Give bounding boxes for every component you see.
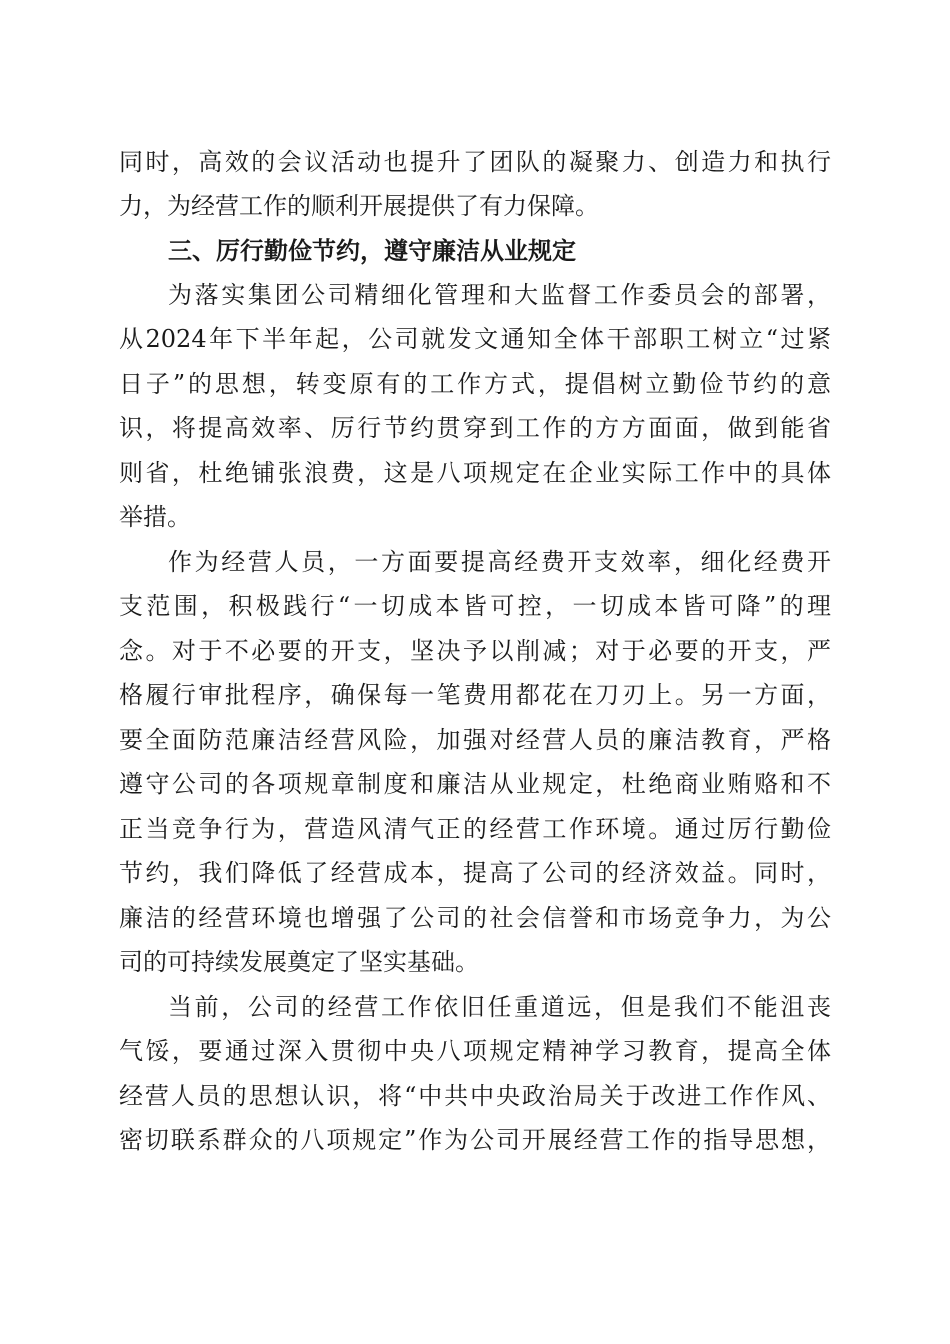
paragraph-line: 经营人员的思想认识，将“中共中央政治局关于改进工作作风、 [119,1082,831,1110]
paragraph-line: 则省，杜绝铺张浪费，这是八项规定在企业实际工作中的具体 [119,459,831,487]
paragraph-line: 同时，高效的会议活动也提升了团队的凝聚力、创造力和执行 [119,148,831,176]
paragraph-line: 密切联系群众的八项规定”作为公司开展经营工作的指导思想， [119,1126,831,1154]
section-heading: 三、厉行勤俭节约，遵守廉洁从业规定 [168,237,576,265]
paragraph-line: 节约，我们降低了经营成本，提高了公司的经济效益。同时， [119,859,831,887]
paragraph-line: 正当竞争行为，营造风清气正的经营工作环境。通过厉行勤俭 [119,815,831,843]
paragraph-line: 从2024年下半年起，公司就发文通知全体干部职工树立“过紧 [119,325,831,353]
paragraph-line: 为落实集团公司精细化管理和大监督工作委员会的部署， [168,281,831,309]
paragraph-line: 格履行审批程序，确保每一笔费用都花在刀刃上。另一方面， [119,681,831,709]
paragraph-line: 念。对于不必要的开支，坚决予以削减；对于必要的开支，严 [119,637,831,665]
paragraph-line: 气馁，要通过深入贯彻中央八项规定精神学习教育，提高全体 [119,1037,831,1065]
paragraph-line: 举措。 [119,503,191,531]
paragraph-line: 要全面防范廉洁经营风险，加强对经营人员的廉洁教育，严格 [119,726,831,754]
paragraph-line: 力，为经营工作的顺利开展提供了有力保障。 [119,192,599,220]
paragraph-line: 作为经营人员，一方面要提高经费开支效率，细化经费开 [168,548,831,576]
paragraph-line: 司的可持续发展奠定了坚实基础。 [119,948,479,976]
paragraph-line: 廉洁的经营环境也增强了公司的社会信誉和市场竞争力，为公 [119,904,831,932]
paragraph-line: 遵守公司的各项规章制度和廉洁从业规定，杜绝商业贿赂和不 [119,770,831,798]
paragraph-line: 支范围，积极践行“一切成本皆可控，一切成本皆可降”的理 [119,592,831,620]
paragraph-line: 日子”的思想，转变原有的工作方式，提倡树立勤俭节约的意 [119,370,831,398]
paragraph-line: 识，将提高效率、厉行节约贯穿到工作的方方面面，做到能省 [119,414,831,442]
paragraph-line: 当前，公司的经营工作依旧任重道远，但是我们不能沮丧 [168,993,831,1021]
